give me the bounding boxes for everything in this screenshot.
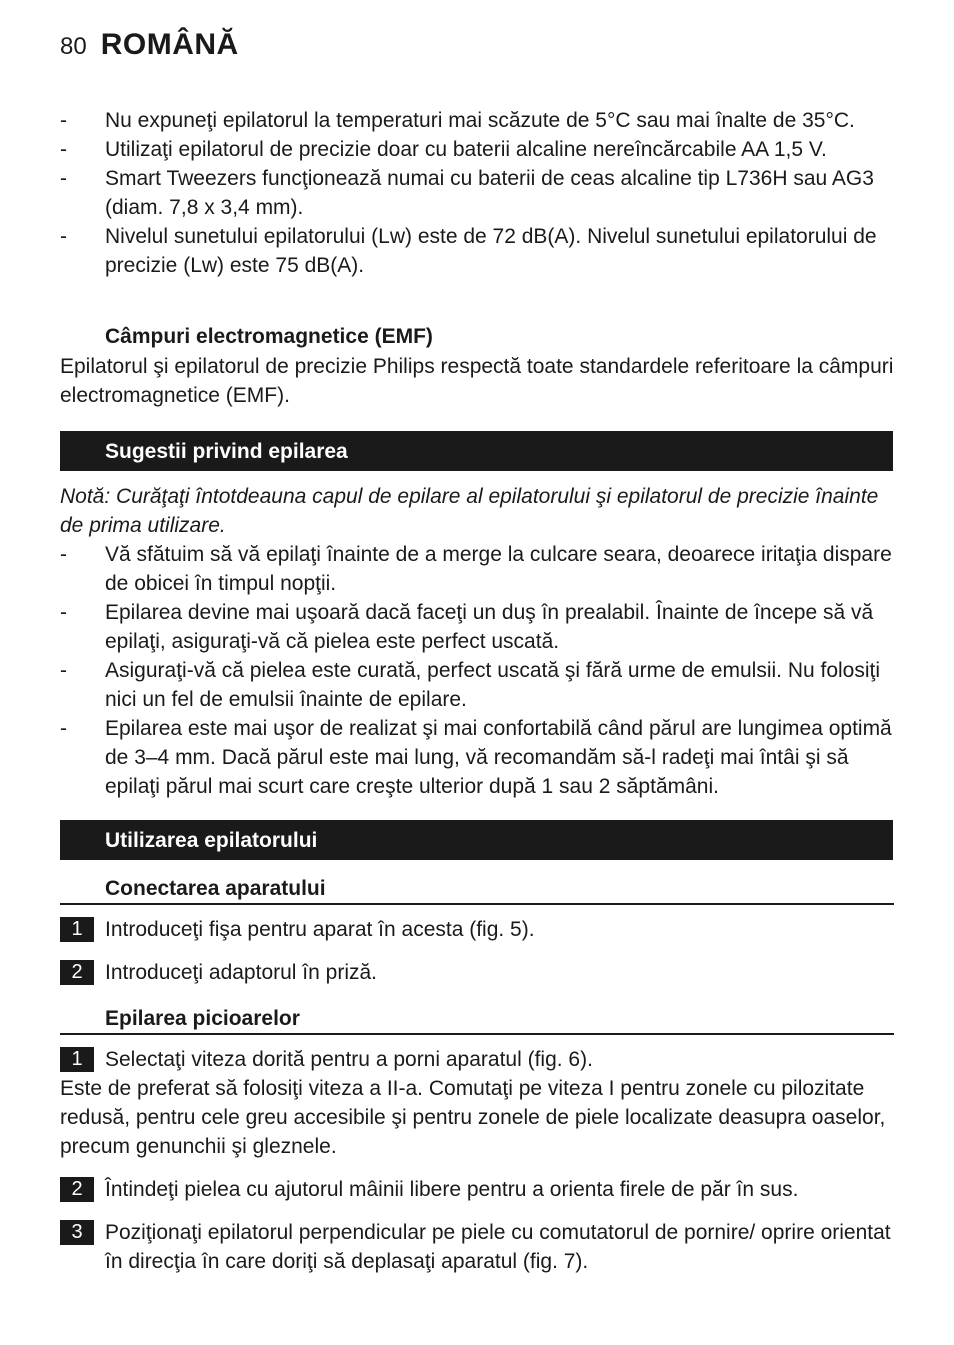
legs-heading: Epilarea picioarelor [60,1000,894,1035]
language-title: ROMÂNĂ [100,28,239,61]
page-number: 80 [60,33,87,60]
list-item: - Utilizaţi epilatorul de precizie doar cu baterii alcaline nereîncărcabile AA 1,5 V. [60,138,827,161]
emf-text: Epilatorul şi epilatorul de precizie Philips respectă toate standardele referitoare la câmpuri electromagnetice (EMF). [60,355,894,407]
speed-text: Este de preferat să folosiţi viteza a II-a. Comutaţi pe viteza I pentru zonele cu pilozitate redusă, pentru cele greu accesibile şi pentru zonele de piele localizate deasupra oaselor, precum genunchii şi gleznele. [60,1077,886,1158]
list-item: - Smart Tweezers funcţionează numai cu baterii de ceas alcaline tip L736H sau AG3 (diam. 7,8 x 3,4 mm). [60,167,874,219]
connect-step-2: 2 Introduceţi adaptorul în priză. [60,958,894,987]
step-number: 2 [60,960,94,985]
emf-heading: Câmpuri electromagnetice (EMF) [105,325,433,348]
connect-heading: Conectarea aparatului [60,870,894,905]
legs-step-3: 3 Poziţionaţi epilatorul perpendicular pe piele cu comutatorul de pornire/ oprire orientat în direcţia în care doriţi să deplasaţi aparatul (fig. 7). [60,1218,894,1276]
tips-note: Notă: Curăţaţi întotdeauna capul de epilare al epilatorului şi epilatorul de precizie înainte de prima utilizare. [60,485,879,537]
step-number: 1 [60,917,94,942]
section-bar-tips: Sugestii privind epilarea [60,431,893,471]
intro-bullet-list [60,106,894,280]
list-item: - Epilarea devine mai uşoară dacă faceţi un duş în prealabil. Înainte de începe să vă epilaţi, asiguraţi-vă că pielea este perfect uscată. [60,601,874,653]
list-item: - Epilarea este mai uşor de realizat şi mai confortabilă când părul are lungimea optimă de 3–4 mm. Dacă părul este mai lung, vă recomandăm să-l radeţi mai întâi şi să epilaţi părul mai scurt care creşte ulterior după 1 sau 2 săptămâni. [60,717,892,798]
list-item: - Vă sfătuim să vă epilaţi înainte de a merge la culcare seara, deoarece iritaţia dispare de obicei în timpul nopţii. [60,543,892,595]
page-header [60,28,239,62]
step-number: 2 [60,1177,94,1202]
legs-step-2: 2 Întindeţi pielea cu ajutorul mâinii libere pentru a orienta firele de păr în sus. [60,1175,894,1204]
step-number: 1 [60,1047,94,1072]
legs-step-1: 1 Selectaţi viteza dorită pentru a porni aparatul (fig. 6). [60,1045,894,1074]
list-item: - Nu expuneţi epilatorul la temperaturi mai scăzute de 5°C sau mai înalte de 35°C. [60,109,855,132]
section-bar-usage: Utilizarea epilatorului [60,820,893,860]
tips-bullet-list [60,540,894,801]
list-item: - Asiguraţi-vă că pielea este curată, perfect uscată şi fără urme de emulsii. Nu folosiţi nici un fel de emulsii înainte de epilare. [60,659,881,711]
connect-step-1: 1 Introduceţi fişa pentru aparat în acesta (fig. 5). [60,915,894,944]
list-item: - Nivelul sunetului epilatorului (Lw) este de 72 dB(A). Nivelul sunetului epilatorului de precizie (Lw) este 75 dB(A). [60,225,877,277]
step-number: 3 [60,1220,94,1245]
